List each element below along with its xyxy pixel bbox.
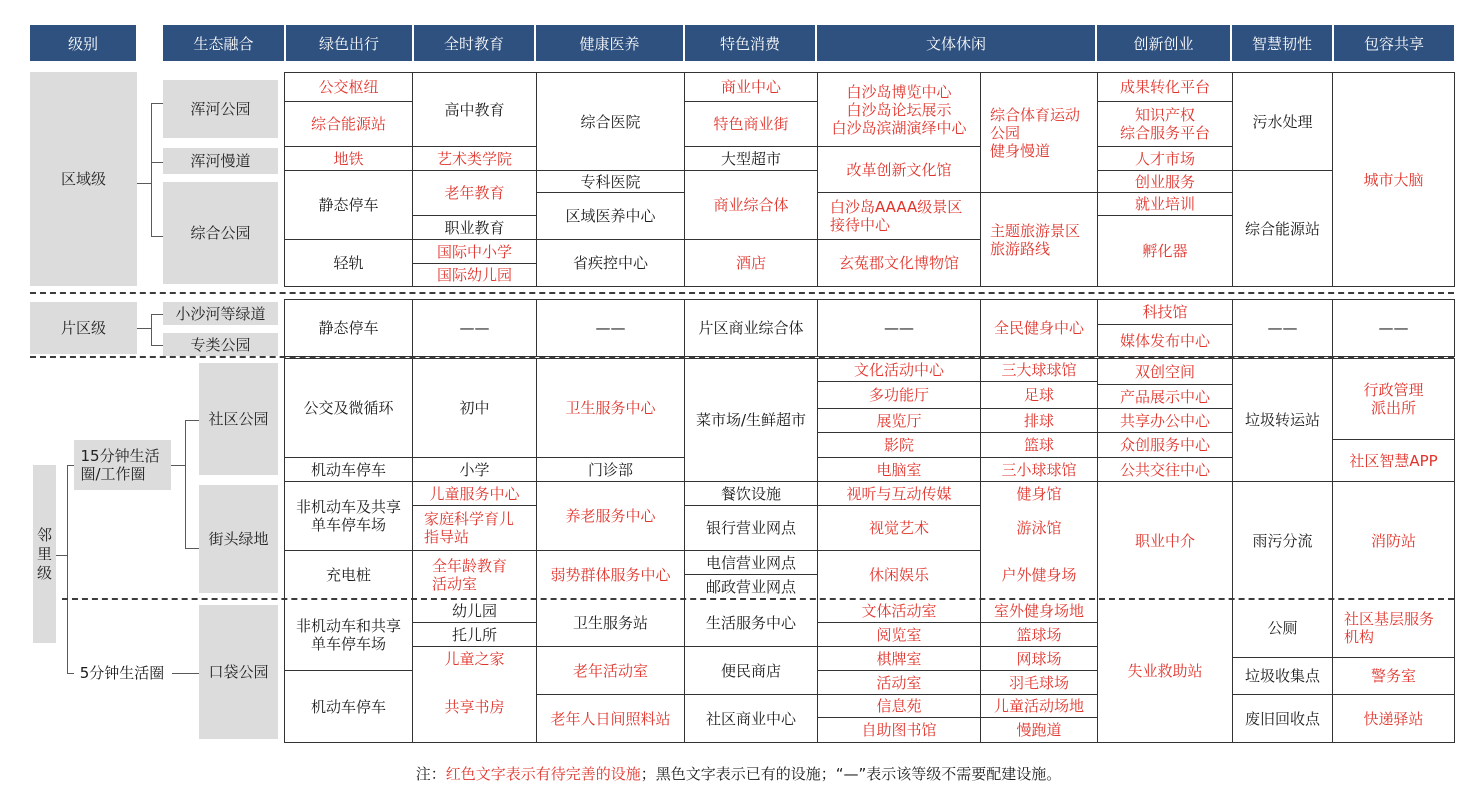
cell-district-health: [537, 300, 684, 356]
cell-text: 便民商店: [720, 661, 781, 680]
cell-innov-5: [1098, 193, 1232, 215]
cell-n-shop-6: [685, 599, 817, 646]
cell-text: 商业中心: [720, 78, 781, 96]
cell-n-edu-8: [413, 647, 536, 670]
level-label: 片区级: [60, 319, 106, 337]
cell-edu-3: [413, 171, 536, 215]
cell-n-green-3: [285, 482, 412, 550]
cell-n-culture-b: [981, 359, 1097, 381]
cell-text: 区域医养中心: [565, 207, 656, 225]
cell-text: 公共交往中心: [1119, 460, 1210, 479]
cell-text: 影院: [883, 436, 914, 454]
cell-n-culture-a: [818, 482, 980, 505]
cell-n-shop-5: [685, 575, 817, 599]
cell-n-culture-a: [818, 382, 980, 408]
cell-n-health-3: [537, 482, 684, 550]
cell-n-culture-b: [981, 718, 1097, 742]
cell-text: 视觉艺术: [868, 519, 929, 537]
cell-text: 国际中小学: [436, 242, 512, 261]
cell-text: 慢跑道: [1016, 721, 1062, 739]
cell-text: 双创空间: [1134, 362, 1195, 381]
park-label: 综合公园: [190, 224, 251, 242]
cell-n-culture-b: [981, 695, 1097, 717]
cell-culture-a2: [818, 147, 980, 192]
header-label: 健康医养: [579, 34, 640, 53]
cell-text: 自助图书馆: [861, 721, 937, 739]
header-label: 智慧韧性: [1251, 34, 1312, 53]
cell-text: ——: [459, 319, 490, 337]
cell-n-culture-a: [818, 599, 980, 622]
cell-text: 创业服务: [1134, 172, 1195, 191]
park-label: 街头绿地: [208, 530, 269, 548]
cell-n-culture-b: [981, 647, 1097, 670]
cell-text: 失业救助站: [1127, 661, 1203, 680]
cell-text: 改革创新文化馆: [846, 160, 952, 179]
cell-text: 城市大脑: [1363, 170, 1424, 189]
cell-district-culture-a: [818, 300, 980, 356]
cell-text: 门诊部: [587, 460, 633, 479]
cell-text: 公厕: [1267, 619, 1298, 637]
header-label: 特色消费: [719, 34, 780, 53]
cell-district-incl: [1333, 300, 1454, 356]
cell-n-shop-2: [685, 482, 817, 505]
cell-text: 家庭科学育儿 指导站: [424, 510, 515, 546]
cell-district-innov-2: [1098, 325, 1232, 356]
cell-text: 卫生服务中心: [565, 399, 656, 417]
cell-text: 餐饮设施: [720, 484, 781, 503]
cell-n-incl: [1333, 658, 1454, 694]
park-label: 社区公园: [208, 410, 269, 428]
header-label: 生态融合: [193, 34, 254, 53]
cell-n-resil: [1233, 695, 1332, 742]
cell-n-culture-a: [818, 458, 980, 481]
header-label: 级别: [67, 34, 98, 53]
cell-text: 就业培训: [1134, 195, 1195, 213]
cell-text: 酒店: [735, 254, 766, 272]
cell-text: 托儿所: [451, 625, 497, 644]
cell-n-edu-9: [413, 671, 536, 742]
cell-n-resil: [1233, 359, 1332, 481]
cell-green-2: [285, 102, 412, 146]
cell-culture-b1: [990, 73, 1096, 192]
cell-text: 社区智慧APP: [1349, 451, 1438, 470]
cell-text: 高中教育: [444, 100, 505, 119]
cell-n-incl: [1333, 359, 1454, 439]
cell-n-innov: [1098, 409, 1232, 432]
cell-shop-5: [685, 240, 817, 286]
park-label: 专类公园: [190, 335, 251, 354]
cell-n-incl: [1333, 440, 1454, 481]
header-label: 全时教育: [443, 34, 504, 53]
cell-text: ——: [1378, 319, 1409, 337]
cell-n-shop-3: [685, 506, 817, 550]
cell-text: 老年教育: [444, 184, 505, 202]
cell-n-shop-8: [685, 695, 817, 742]
park-label: 浑河公园: [190, 100, 251, 118]
cell-shop-4: [685, 171, 817, 239]
cell-n-culture-a: [818, 647, 980, 670]
cell-culture-b2: [990, 193, 1096, 286]
cell-culture-a1: [818, 73, 980, 146]
cell-text: 休闲娱乐: [868, 566, 929, 584]
cell-district-innov-1: [1098, 300, 1232, 324]
cell-n-innov: [1098, 458, 1232, 481]
cell-n-culture-a: [818, 695, 980, 717]
cell-district-shop: [685, 300, 817, 356]
cell-text: 多功能厅: [868, 386, 929, 404]
header-label: 绿色出行: [318, 34, 379, 53]
footnote: [0, 763, 1477, 783]
cell-text: 幼儿园: [451, 601, 497, 620]
cell-culture-a3: [830, 193, 980, 239]
cell-text: 共享书房: [444, 697, 505, 716]
park-label: 口袋公园: [208, 663, 269, 681]
cell-shop-1: [685, 73, 817, 101]
cell-text: 科技馆: [1142, 303, 1188, 321]
cell-text: 废旧回收点: [1244, 709, 1320, 728]
cell-text: 小学: [459, 460, 490, 479]
cell-n-resil: [1233, 658, 1332, 694]
cell-text: 健身馆: [1016, 484, 1062, 503]
cell-text: 养老服务中心: [565, 507, 656, 525]
cell-n-incl: [1333, 695, 1454, 742]
cell-n-culture-b: [981, 482, 1097, 505]
cell-text: 静态停车: [318, 319, 379, 337]
cell-text: 全年龄教育 活动室: [432, 557, 508, 593]
cell-text: 职业中介: [1134, 531, 1195, 550]
cell-text: 专科医院: [580, 172, 641, 191]
cell-n-edu-6: [413, 599, 536, 622]
cell-text: 省疾控中心: [572, 254, 648, 272]
cell-n-culture-b: [981, 433, 1097, 457]
cell-text: 全民健身中心: [993, 319, 1084, 337]
cell-n-health-1: [537, 359, 684, 457]
cell-green-3: [285, 147, 412, 170]
cell-district-edu: [413, 300, 536, 356]
cell-text: 孵化器: [1142, 242, 1188, 260]
cell-text: 老年活动室: [572, 661, 648, 680]
cell-n-culture-b: [981, 671, 1097, 694]
cell-text: 游泳馆: [1016, 519, 1062, 537]
cell-n-edu-7: [413, 623, 536, 646]
cell-district-culture-b: [981, 300, 1097, 356]
cell-n-green-6: [285, 671, 412, 742]
cell-green-5: [285, 240, 412, 286]
cell-n-culture-b: [981, 551, 1097, 599]
cell-n-shop-7: [685, 647, 817, 694]
cell-text: 商业综合体: [713, 196, 789, 214]
cell-edu-2: [413, 147, 536, 170]
level-label: 区域级: [60, 170, 106, 188]
cell-text: 展览厅: [876, 411, 922, 430]
cell-text: 白沙岛AAAA级景区 接待中心: [830, 198, 963, 234]
cell-n-culture-b: [981, 599, 1097, 622]
cell-n-health-7: [537, 695, 684, 742]
cell-text: 羽毛球场: [1008, 673, 1069, 692]
header-label: 文体休闲: [925, 34, 986, 53]
cell-text: 消防站: [1370, 531, 1416, 550]
cell-n-culture-b: [981, 623, 1097, 646]
cell-text: 白沙岛博览中心 白沙岛论坛展示 白沙岛滨湖演绎中心: [831, 82, 967, 137]
cell-n-culture-b: [981, 458, 1097, 481]
cell-innov-1: [1098, 73, 1232, 101]
circle-label: 5分钟生活圈: [79, 664, 165, 682]
cell-text: 综合能源站: [1244, 219, 1320, 238]
cell-text: 大型超市: [720, 149, 781, 168]
cell-text: 产品展示中心: [1119, 387, 1210, 406]
cell-text: 文体活动室: [861, 601, 937, 620]
cell-n-edu-2: [413, 458, 536, 481]
cell-text: 非机动车及共享 单车停车场: [295, 498, 401, 534]
header-label: 包容共享: [1363, 34, 1424, 53]
park-label: 浑河慢道: [190, 152, 251, 170]
cell-n-health-5: [537, 599, 684, 646]
cell-text: 网球场: [1016, 649, 1062, 668]
cell-text: 污水处理: [1252, 112, 1313, 131]
cell-text: 棋牌室: [876, 649, 922, 668]
cell-text: 公交及微循环: [303, 399, 394, 417]
cell-text: 片区商业综合体: [698, 319, 804, 337]
cell-text: 地铁: [333, 149, 364, 168]
cell-n-culture-a: [818, 506, 980, 550]
cell-n-edu-3: [413, 482, 536, 505]
cell-text: 充电桩: [325, 566, 371, 584]
cell-n-green-5: [285, 599, 412, 670]
cell-text: 职业教育: [444, 218, 505, 237]
cell-text: 活动室: [876, 673, 922, 692]
cell-health-3: [537, 193, 684, 239]
cell-n-shop-1: [685, 359, 817, 481]
cell-text: 知识产权 综合服务平台: [1119, 106, 1210, 142]
cell-text: 三大球球馆: [1001, 361, 1077, 379]
cell-health-1: [537, 73, 684, 170]
circle-label: 15分钟生活圈/工作圈: [80, 447, 160, 483]
cell-text: 菜市场/生鲜超市: [695, 411, 807, 429]
cell-text: 公交枢纽: [318, 78, 379, 96]
cell-innov-6: [1098, 216, 1232, 286]
cell-green-1: [285, 73, 412, 101]
cell-n-culture-a: [818, 671, 980, 694]
cell-n-incl: [1333, 482, 1454, 599]
cell-resil-1: [1233, 73, 1332, 170]
cell-n-innov: [1098, 359, 1232, 384]
cell-text: 邮政营业网点: [705, 578, 796, 596]
cell-text: 银行营业网点: [705, 519, 796, 537]
cell-text: 视听与互动传媒: [846, 484, 952, 503]
cell-n-resil: [1233, 599, 1332, 657]
cell-n-culture-a: [818, 623, 980, 646]
cell-n-culture-a: [818, 551, 980, 599]
cell-text: 静态停车: [318, 196, 379, 214]
cell-text: 卫生服务站: [572, 613, 648, 632]
cell-n-incl: [1344, 599, 1454, 657]
cell-n-culture-b: [981, 382, 1097, 408]
cell-district-resil: [1233, 300, 1332, 356]
cell-text: 主题旅游景区 旅游路线: [990, 221, 1081, 258]
cell-text: 综合医院: [580, 112, 641, 131]
cell-shop-2: [685, 102, 817, 146]
cell-innov-2: [1098, 102, 1232, 146]
cell-text: 信息苑: [876, 697, 922, 715]
cell-n-innov: [1098, 385, 1232, 408]
cell-edu-4: [413, 216, 536, 239]
cell-innov-3: [1098, 147, 1232, 170]
cell-text: 社区基层服务 机构: [1344, 610, 1435, 646]
cell-text: 生活服务中心: [705, 613, 796, 632]
cell-innov-4: [1098, 171, 1232, 192]
cell-edu-1: [413, 73, 536, 146]
cell-shop-3: [685, 147, 817, 170]
cell-text: 艺术类学院: [436, 149, 512, 168]
cell-text: ——: [595, 319, 626, 337]
cell-edu-5: [413, 240, 536, 263]
cell-n-green-2: [285, 458, 412, 481]
cell-text: 弱势群体服务中心: [550, 566, 671, 584]
cell-text: 篮球: [1023, 436, 1054, 454]
cell-n-edu-5: [432, 551, 536, 599]
cell-n-edu-4: [424, 506, 536, 550]
cell-text: ——: [884, 319, 914, 337]
cell-text: 机动车停车: [310, 460, 386, 479]
cell-text: 老年人日间照料站: [550, 709, 671, 728]
cell-text: 成果转化平台: [1119, 78, 1210, 96]
footnote-rest: ；黑色文字表示已有的设施；“—”表示该等级不需要配建设施。: [640, 765, 1062, 783]
cell-n-health-4: [537, 551, 684, 599]
footnote-red-text: 红色文字表示有待完善的设施: [445, 765, 641, 783]
cell-edu-6: [413, 264, 536, 286]
cell-culture-a4: [818, 240, 980, 286]
cell-text: 快递驿站: [1363, 709, 1424, 728]
cell-text: 特色商业街: [713, 115, 789, 133]
cell-text: 文化活动中心: [853, 361, 944, 379]
park-label: 小沙河等绿道: [175, 304, 266, 323]
cell-n-shop-4: [685, 551, 817, 574]
cell-text: ——: [1267, 319, 1298, 337]
cell-text: 玄菟郡文化博物馆: [838, 254, 959, 272]
cell-text: 垃圾转运站: [1244, 411, 1320, 429]
cell-text: 三小球球馆: [1001, 460, 1077, 479]
cell-text: 综合能源站: [310, 115, 386, 133]
cell-n-culture-a: [818, 433, 980, 457]
header-label: 创新创业: [1133, 34, 1194, 53]
cell-health-2: [537, 171, 684, 192]
cell-n-green-1: [285, 359, 412, 457]
cell-text: 阅览室: [876, 625, 922, 644]
cell-text: 行政管理 派出所: [1363, 381, 1424, 417]
cell-text: 电信营业网点: [705, 553, 796, 572]
cell-n-innov: [1098, 599, 1232, 742]
cell-n-health-2: [537, 458, 684, 481]
cell-resil-2: [1233, 171, 1332, 286]
cell-n-resil: [1233, 482, 1332, 599]
cell-text: 室外健身场地: [993, 601, 1084, 620]
cell-text: 篮球场: [1016, 625, 1062, 644]
cell-text: 国际幼儿园: [436, 266, 512, 284]
cell-text: 足球: [1023, 386, 1054, 404]
cell-text: 垃圾收集点: [1244, 667, 1320, 685]
cell-text: 非机动车和共享 单车停车场: [295, 616, 401, 653]
cell-n-culture-a: [818, 409, 980, 432]
cell-n-culture-b: [981, 409, 1097, 432]
cell-n-innov: [1098, 433, 1232, 457]
cell-district-green: [285, 300, 412, 356]
cell-text: 儿童活动场地: [993, 697, 1084, 715]
cell-text: 儿童服务中心: [429, 484, 520, 503]
cell-n-culture-b: [981, 506, 1097, 550]
cell-n-edu-1: [413, 359, 536, 457]
level-label: 邻里级: [36, 525, 52, 582]
cell-text: 轻轨: [333, 254, 364, 272]
cell-text: 众创服务中心: [1119, 436, 1210, 454]
cell-text: 人才市场: [1134, 149, 1195, 168]
cell-text: 警务室: [1370, 667, 1416, 685]
cell-text: 排球: [1023, 411, 1054, 430]
cell-text: 媒体发布中心: [1119, 331, 1210, 350]
cell-text: 综合体育运动 公园 健身慢道: [990, 105, 1081, 160]
cell-green-4: [285, 171, 412, 239]
cell-n-culture-a: [818, 359, 980, 381]
cell-text: 儿童之家: [444, 649, 505, 668]
cell-health-4: [537, 240, 684, 286]
cell-incl-1: [1333, 73, 1454, 286]
cell-text: 电脑室: [876, 460, 922, 479]
footnote-prefix: 注：: [415, 765, 446, 783]
cell-text: 雨污分流: [1252, 531, 1313, 550]
cell-n-culture-a: [818, 718, 980, 742]
cell-n-innov: [1098, 482, 1232, 599]
cell-n-health-6: [537, 647, 684, 694]
cell-text: 户外健身场: [1001, 566, 1077, 584]
cell-text: 共享办公中心: [1119, 411, 1210, 430]
cell-text: 社区商业中心: [705, 709, 796, 728]
cell-text: 机动车停车: [310, 697, 386, 716]
cell-text: 初中: [459, 399, 490, 417]
cell-n-green-4: [285, 551, 412, 599]
